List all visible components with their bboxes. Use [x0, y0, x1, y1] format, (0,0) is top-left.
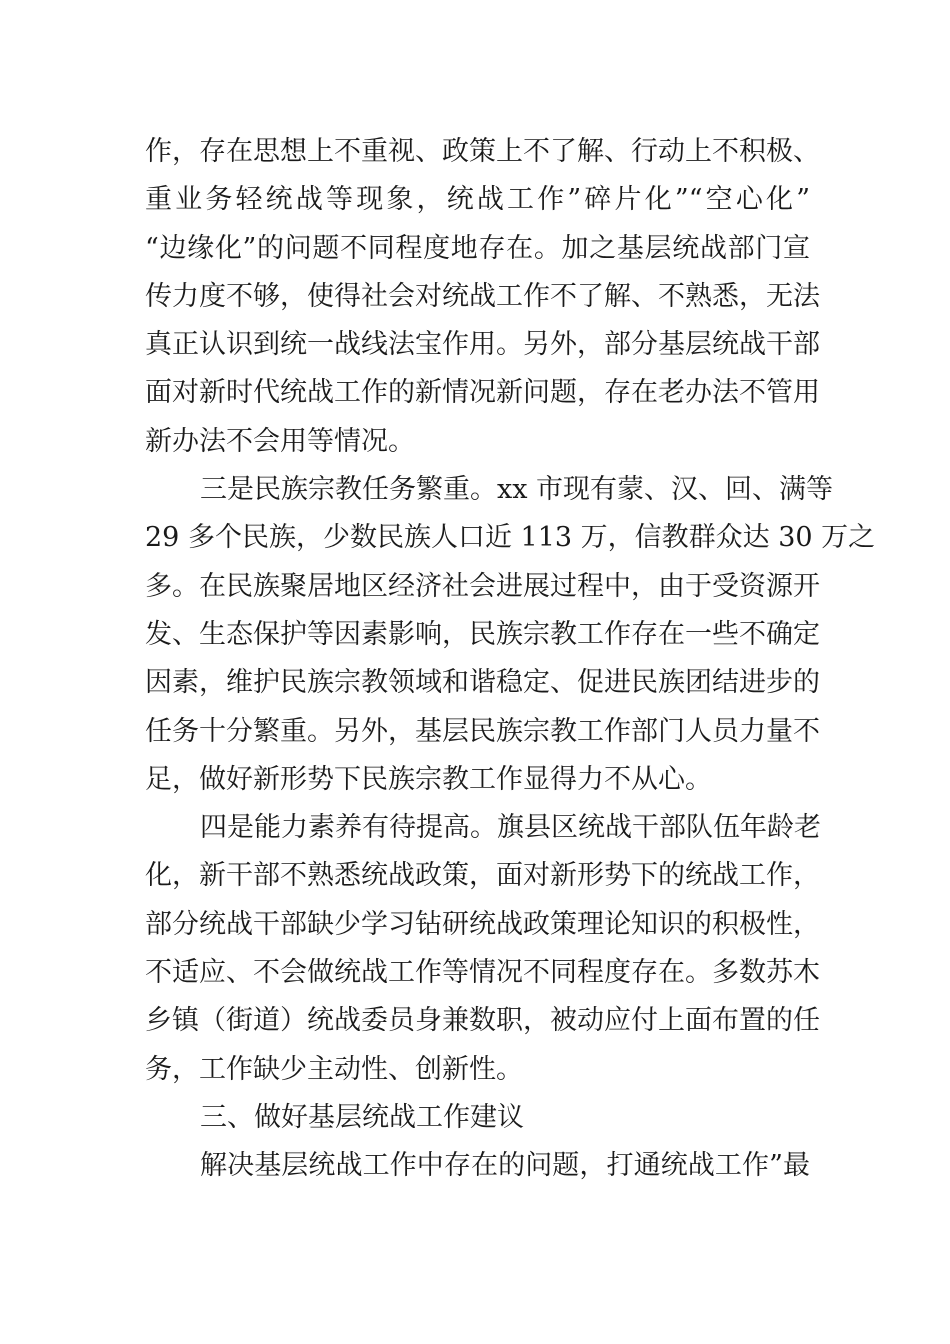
text-line: 不适应、不会做统战工作等情况不同程度存在。多数苏木	[145, 957, 820, 989]
paragraph-start-line: 解决基层统战工作中存在的问题，打通统战工作”最	[200, 1150, 810, 1182]
text-line: 务，工作缺少主动性、创新性。	[145, 1053, 523, 1085]
text-line: 传力度不够，使得社会对统战工作不了解、不熟悉，无法	[145, 280, 820, 312]
paragraph-start-line: 三是民族宗教任务繁重。xx 市现有蒙、汉、回、满等	[200, 474, 834, 506]
body-text	[145, 128, 876, 1191]
text-line: 面对新时代统战工作的新情况新问题，存在老办法不管用	[145, 377, 820, 409]
text-line: “边缘化”的问题不同程度地存在。加之基层统战部门宣	[145, 232, 810, 264]
text-line: 化，新干部不熟悉统战政策，面对新形势下的统战工作，	[145, 860, 820, 892]
text-line: 29 多个民族，少数民族人口近 113 万，信教群众达 30 万之	[145, 522, 876, 554]
text-line: 多。在民族聚居地区经济社会进展过程中，由于受资源开	[145, 570, 820, 602]
text-line: 新办法不会用等情况。	[145, 425, 415, 457]
text-line: 发、生态保护等因素影响，民族宗教工作存在一些不确定	[145, 618, 820, 650]
text-line: 乡镇（街道）统战委员身兼数职，被动应付上面布置的任	[145, 1005, 820, 1037]
text-line: 重业务轻统战等现象，统战工作”碎片化”“空心化”	[145, 184, 810, 216]
text-line: 部分统战干部缺少学习钻研统战政策理论知识的积极性，	[145, 908, 820, 940]
section-heading: 三、做好基层统战工作建议	[200, 1101, 524, 1133]
text-line: 因素，维护民族宗教领域和谐稳定、促进民族团结进步的	[145, 667, 820, 699]
text-line: 足，做好新形势下民族宗教工作显得力不从心。	[145, 763, 712, 795]
text-line: 作，存在思想上不重视、政策上不了解、行动上不积极、	[145, 136, 820, 167]
text-line: 任务十分繁重。另外，基层民族宗教工作部门人员力量不	[145, 715, 820, 747]
text-line: 真正认识到统一战线法宝作用。另外，部分基层统战干部	[145, 329, 820, 361]
paragraph-start-line: 四是能力素养有待提高。旗县区统战干部队伍年龄老	[200, 812, 821, 844]
